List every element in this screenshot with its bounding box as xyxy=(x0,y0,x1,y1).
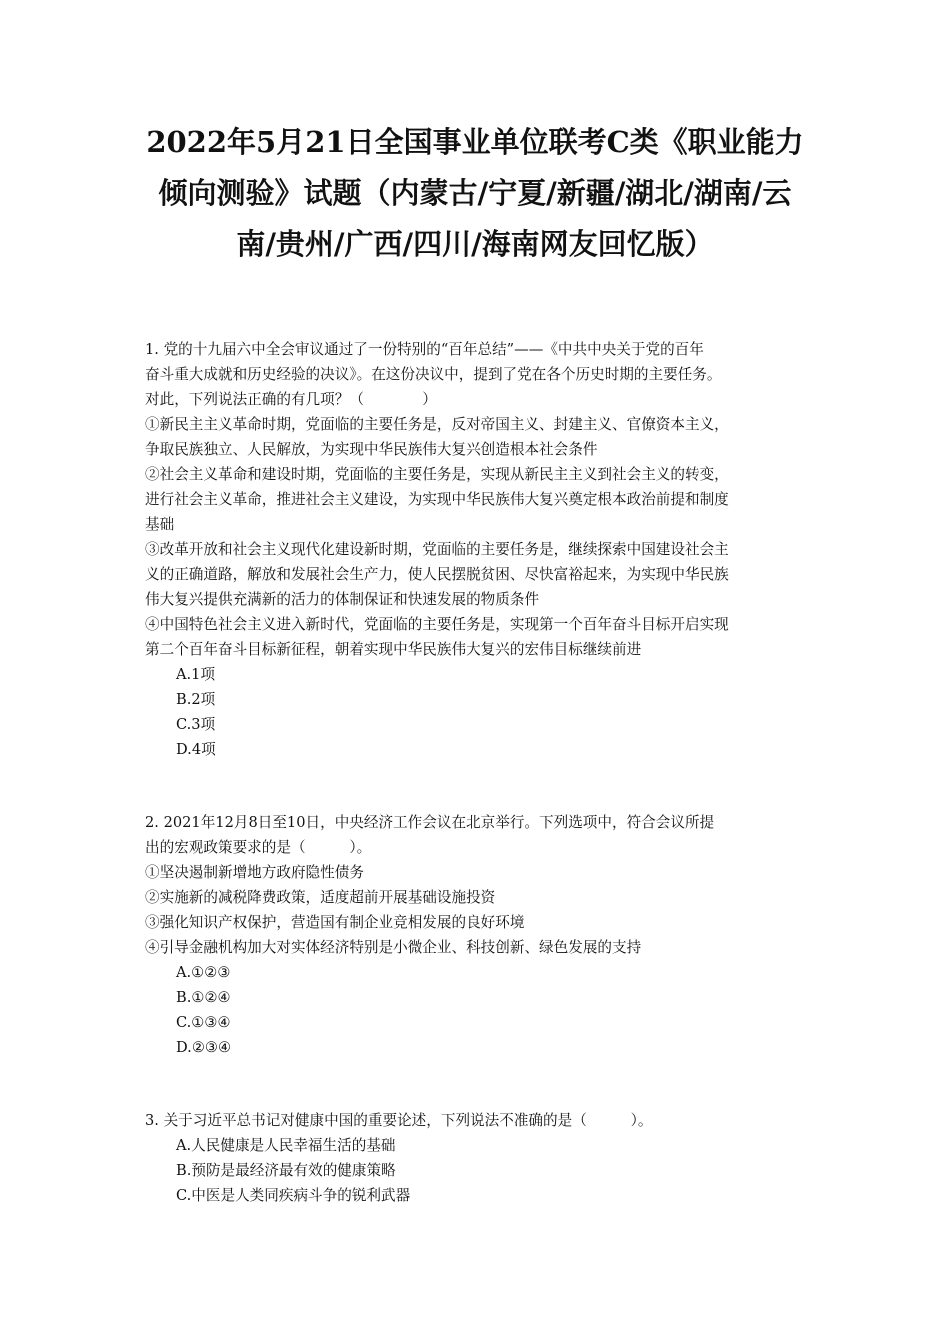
question-text-line: 基础 xyxy=(145,516,175,533)
question-text-line: 对此，下列说法正确的有几项？（ ） xyxy=(145,391,437,408)
question-text-line: ①新民主主义革命时期，党面临的主要任务是，反对帝国主义、封建主义、官僚资本主义， xyxy=(145,416,729,433)
question-text-line: 争取民族独立、人民解放，为实现中华民族伟大复兴创造根本社会条件 xyxy=(145,441,598,458)
answer-option-c: C.中医是人类同疾病斗争的锐利武器 xyxy=(176,1187,411,1204)
question-1 xyxy=(145,337,810,762)
answer-option-a: A.1项 xyxy=(176,666,216,683)
question-text-line: ④引导金融机构加大对实体经济特别是小微企业、科技创新、绿色发展的支持 xyxy=(145,939,642,956)
question-text-line: ③改革开放和社会主义现代化建设新时期，党面临的主要任务是，继续探索中国建设社会主 xyxy=(145,541,729,558)
title-line: 南/贵州/广西/四川/海南网友回忆版） xyxy=(236,227,714,261)
question-text-line: 出的宏观政策要求的是（ ）。 xyxy=(145,839,372,856)
question-3 xyxy=(145,1108,810,1208)
answer-option-b: B.预防是最经济最有效的健康策略 xyxy=(176,1162,396,1179)
question-text-line: 进行社会主义革命，推进社会主义建设，为实现中华民族伟大复兴奠定根本政治前提和制度 xyxy=(145,491,729,508)
answer-options xyxy=(145,662,810,762)
document-title xyxy=(120,117,830,270)
question-text-line: 3. 关于习近平总书记对健康中国的重要论述，下列说法不准确的是（ ）。 xyxy=(145,1112,653,1129)
answer-option-b: B.①②④ xyxy=(176,989,231,1006)
question-2 xyxy=(145,810,810,1060)
question-text-line: ③强化知识产权保护，营造国有制企业竞相发展的良好环境 xyxy=(145,914,525,931)
question-text-line: ②社会主义革命和建设时期，党面临的主要任务是，实现从新民主主义到社会主义的转变， xyxy=(145,466,729,483)
question-text-line: 义的正确道路，解放和发展社会生产力，使人民摆脱贫困、尽快富裕起来，为实现中华民族 xyxy=(145,566,729,583)
question-text-line: ②实施新的减税降费政策，适度超前开展基础设施投资 xyxy=(145,889,496,906)
answer-options xyxy=(145,960,810,1060)
question-text-line: 伟大复兴提供充满新的活力的体制保证和快速发展的物质条件 xyxy=(145,591,540,608)
answer-option-d: D.②③④ xyxy=(176,1039,232,1056)
question-text-line: 奋斗重大成就和历史经验的决议》。在这份决议中，提到了党在各个历史时期的主要任务。 xyxy=(145,366,722,383)
question-text-line: 2. 2021年12月8日至10日，中央经济工作会议在北京举行。下列选项中，符合会议所提 xyxy=(145,814,715,831)
answer-option-c: C.3项 xyxy=(176,716,216,733)
question-text-line: ①坚决遏制新增地方政府隐性债务 xyxy=(145,864,364,881)
answer-option-b: B.2项 xyxy=(176,691,216,708)
question-text-line: ④中国特色社会主义进入新时代，党面临的主要任务是，实现第一个百年奋斗目标开启实现 xyxy=(145,616,729,633)
question-text-line: 1. 党的十九届六中全会审议通过了一份特别的“百年总结”——《中共中央关于党的百年 xyxy=(145,341,704,358)
answer-option-a: A.人民健康是人民幸福生活的基础 xyxy=(176,1137,396,1154)
answer-option-a: A.①②③ xyxy=(176,964,231,981)
title-line: 2022年5月21日全国事业单位联考C类《职业能力 xyxy=(146,125,804,159)
answer-options xyxy=(145,1133,810,1208)
question-text-line: 第二个百年奋斗目标新征程，朝着实现中华民族伟大复兴的宏伟目标继续前进 xyxy=(145,641,642,658)
title-line: 倾向测验》试题（内蒙古/宁夏/新疆/湖北/湖南/云 xyxy=(158,176,792,210)
answer-option-d: D.4项 xyxy=(176,741,216,758)
answer-option-c: C.①③④ xyxy=(176,1014,231,1031)
